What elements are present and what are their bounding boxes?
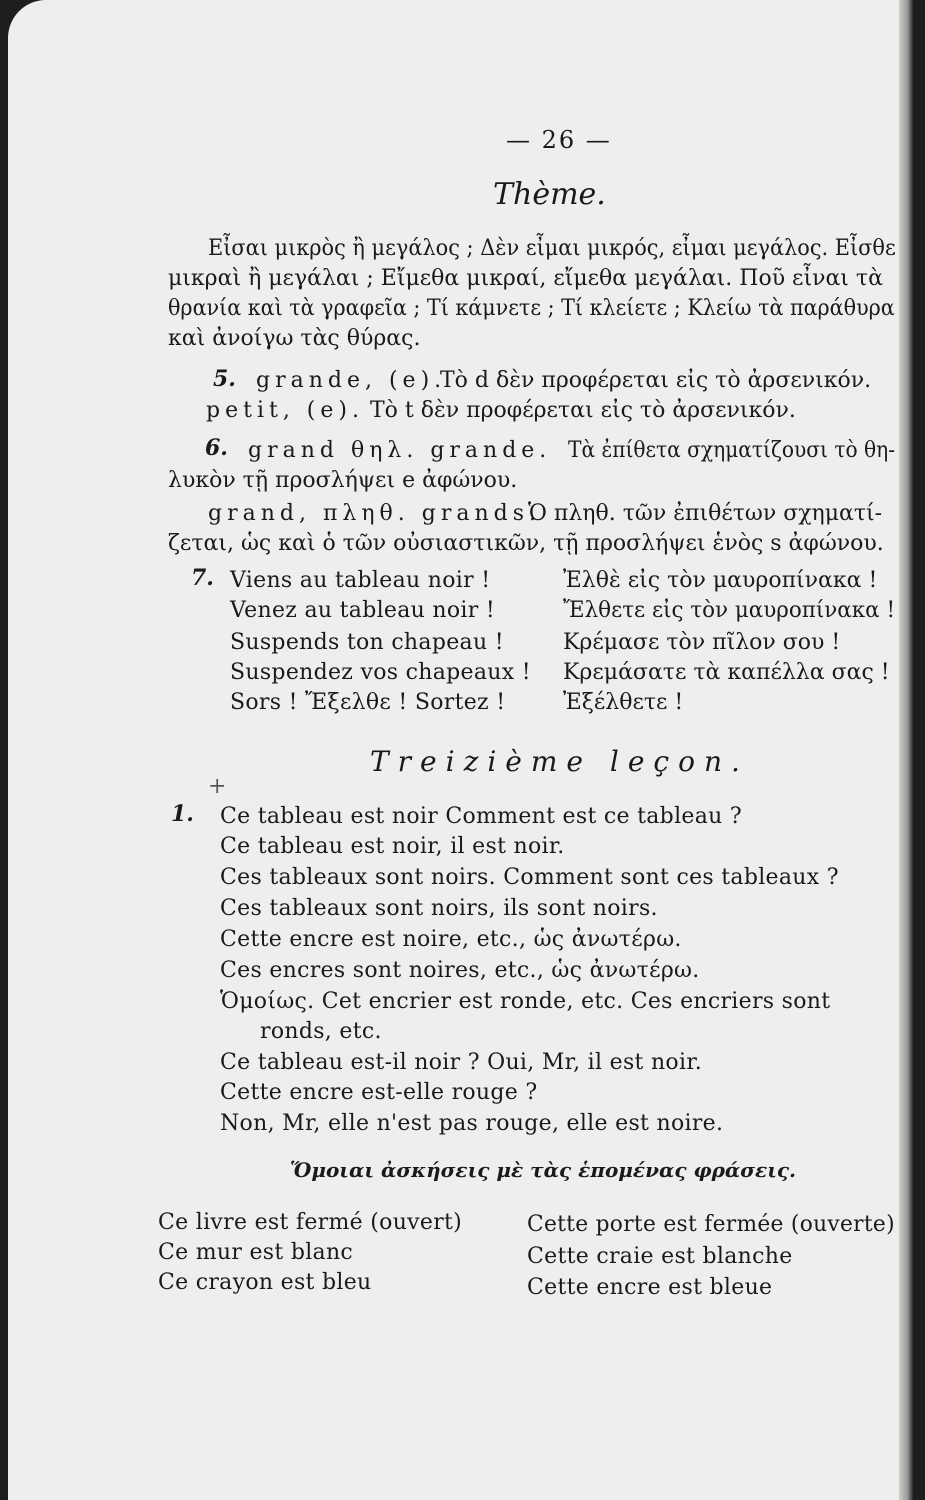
lesson-line-4: Ces tableaux sont noirs, ils sont noirs. xyxy=(220,896,658,921)
rule-7-french-1: Viens au tableau noir ! xyxy=(230,568,491,593)
rule-6-word-grand: grand θηλ. grande. xyxy=(248,438,552,463)
exercise-left-1: Ce livre est fermé (ouvert) xyxy=(158,1210,463,1235)
theme-line-3: θρανία καὶ τὰ γραφεῖα ; Τί κάμνετε ; Τί κλείετε ; Κλείω τὰ παράθυρα xyxy=(168,296,895,321)
theme-line-2: μικραὶ ἢ μεγάλαι ; Εἴμεθα μικραί, εἴμεθα μεγάλαι. Ποῦ εἶναι τὰ xyxy=(168,266,883,291)
rule-5-number: 5. xyxy=(213,366,236,392)
rule-6-text-4: ζεται, ὡς καὶ ὁ τῶν οὐσιαστικῶν, τῇ προσλήψει ἑνὸς s ἀφώνου. xyxy=(168,531,884,556)
rule-7-greek-1: Ἐλθὲ εἰς τὸν μαυροπίνακα ! xyxy=(563,568,878,593)
theme-line-4: καὶ ἀνοίγω τὰς θύρας. xyxy=(168,326,421,351)
lesson-line-8: ronds, etc. xyxy=(260,1019,382,1044)
book-spine-edge xyxy=(899,0,913,1500)
rule-7-french-4: Suspendez vos chapeaux ! xyxy=(230,660,531,685)
rule-5-text-1: Τὸ d δὲν προφέρεται εἰς τὸ ἀρσενικόν. xyxy=(440,368,872,393)
lesson-line-1: Ce tableau est noir Comment est ce tableau ? xyxy=(220,804,742,829)
lesson-line-2: Ce tableau est noir, il est noir. xyxy=(220,834,565,859)
rule-6-number: 6. xyxy=(205,435,228,461)
exercise-right-2: Cette craie est blanche xyxy=(527,1244,793,1269)
lesson-line-3: Ces tableaux sont noirs. Comment sont ces tableaux ? xyxy=(220,865,839,890)
exercise-left-3: Ce crayon est bleu xyxy=(158,1270,372,1295)
lesson-line-6: Ces encres sont noires, etc., ὡς ἀνωτέρω. xyxy=(220,958,700,983)
exercise-right-3: Cette encre est bleue xyxy=(527,1275,773,1300)
lesson-line-11: Non, Mr, elle n'est pas rouge, elle est noire. xyxy=(220,1111,724,1136)
theme-line-1: Εἶσαι μικρὸς ἢ μεγάλος ; Δὲν εἶμαι μικρός, εἶμαι μεγάλος. Εἶσθε xyxy=(208,236,896,261)
rule-6-text-2: λυκὸν τῇ προσλήψει e ἀφώνου. xyxy=(168,468,518,493)
rule-6-text-1: Τὰ ἐπίθετα σχηματίζουσι τὸ θη- xyxy=(568,438,896,463)
exercise-heading: Ὅμοιαι ἀσκήσεις μὲ τὰς ἑπομένας φράσεις. xyxy=(290,1158,797,1182)
rule-7-greek-3: Κρέμασε τὸν πῖλον σου ! xyxy=(563,630,841,655)
rule-7-greek-2: Ἔλθετε εἰς τὸν μαυροπίνακα ! xyxy=(563,598,896,623)
section-title: Thème. xyxy=(493,177,606,212)
rule-7-number: 7. xyxy=(191,565,214,591)
lesson-number: 1. xyxy=(171,801,194,827)
rule-7-greek-4: Κρεμάσατε τὰ καπέλλα σας ! xyxy=(563,660,890,685)
rule-5-word-petit: petit, (e). xyxy=(206,398,364,423)
lesson-title: Treizième leçon. xyxy=(370,745,749,778)
exercise-left-2: Ce mur est blanc xyxy=(158,1240,354,1265)
rule-5-text-2: Τὸ t δὲν προφέρεται εἰς τὸ ἀρσενικόν. xyxy=(370,398,796,423)
lesson-line-5: Cette encre est noire, etc., ὡς ἀνωτέρω. xyxy=(220,927,682,952)
rule-7-french-5: Sors ! Ἔξελθε ! Sortez ! xyxy=(230,690,506,715)
rule-5-word-grande: grande, (e). xyxy=(256,368,447,393)
lesson-line-10: Cette encre est-elle rouge ? xyxy=(220,1080,538,1105)
rule-7-french-2: Venez au tableau noir ! xyxy=(230,598,496,623)
page-number: — 26 — xyxy=(506,126,612,154)
rule-6-text-3: Ὁ πληθ. τῶν ἐπιθέτων σχηματί- xyxy=(528,501,883,526)
book-page xyxy=(8,0,913,1500)
lesson-line-7: Ὁμοίως. Cet encrier est ronde, etc. Ces encriers sont xyxy=(220,989,831,1014)
lesson-line-9: Ce tableau est-il noir ? Oui, Mr, il est noir. xyxy=(220,1050,703,1075)
margin-mark: + xyxy=(208,774,227,799)
rule-7-french-3: Suspends ton chapeau ! xyxy=(230,630,504,655)
exercise-right-1: Cette porte est fermée (ouverte) xyxy=(527,1212,895,1237)
rule-6-word-plural: grand, πληθ. grands. xyxy=(208,501,542,526)
rule-7-greek-5: Ἐξέλθετε ! xyxy=(563,690,684,715)
